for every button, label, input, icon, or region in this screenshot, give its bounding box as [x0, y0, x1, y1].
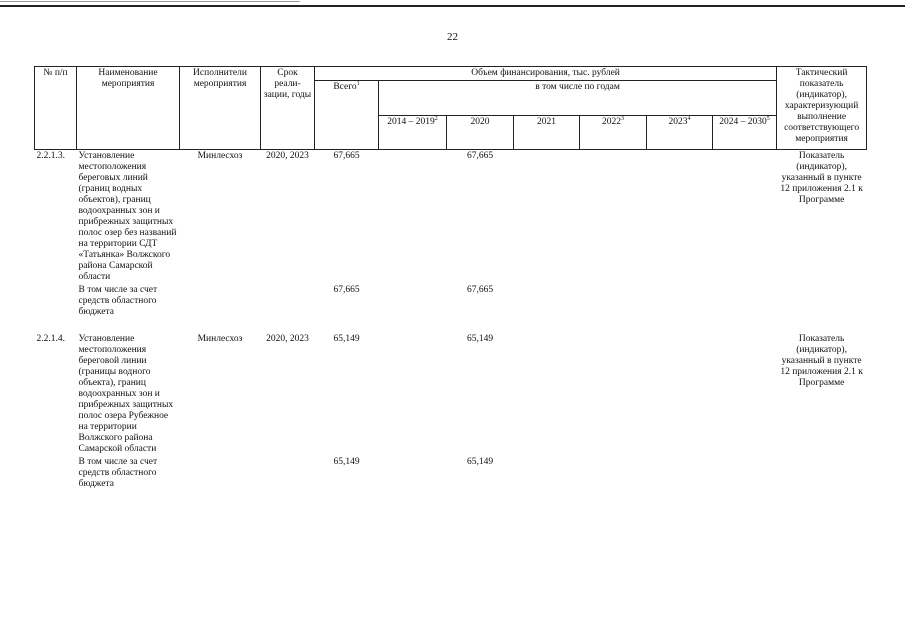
header-year-2014-2019-footnote: 2 — [434, 115, 438, 122]
header-year-2021: 2021 — [514, 115, 580, 150]
header-year-2022 — [580, 115, 647, 150]
header-exec: Исполнители мероприятия — [180, 67, 261, 150]
header-year-2014-2019 — [379, 115, 447, 150]
table-row — [35, 333, 867, 456]
header-year-2022-footnote: 3 — [621, 115, 624, 122]
header-indicator: Тактический показатель (индикатор), характеризующий выполнение соответствующего мероприятия — [777, 67, 867, 150]
header-year-2024-2030-footnote: 5 — [766, 115, 770, 122]
subrow-year-2020: 67,665 — [466, 285, 494, 295]
table-row — [35, 150, 867, 285]
header-year-2023 — [647, 115, 713, 150]
row-term: 2020, 2023 — [266, 151, 309, 161]
scan-edge-line — [0, 1, 300, 2]
header-total-footnote: 1 — [356, 80, 360, 87]
row-indicator: Показатель (индикатор), указанный в пункте 12 приложения 2.1 к Программе — [780, 334, 863, 388]
top-rule — [0, 5, 905, 7]
header-num: № п/п — [35, 67, 77, 150]
row-name: Установление местоположения береговых линий (границ водных объектов), границ водоохранных зон и прибрежных защитных полос озер без названий на территории СДТ «Татьянка» Волжского района Самарской области — [78, 151, 177, 282]
subrow-name: В том числе за счет средств областного бюджета — [78, 457, 158, 489]
header-year-2023-label: 2023 — [668, 116, 688, 127]
subrow-name: В том числе за счет средств областного бюджета — [78, 285, 158, 317]
header-year-2022-label: 2022 — [602, 116, 621, 127]
row-indicator: Показатель (индикатор), указанный в пункте 12 приложения 2.1 к Программе — [780, 151, 863, 205]
header-total-label: Всего — [333, 82, 357, 92]
program-table — [34, 66, 867, 491]
row-total: 65,149 — [333, 334, 360, 344]
row-term: 2020, 2023 — [266, 334, 309, 344]
row-exec: Минлесхоз — [197, 334, 243, 344]
table-subrow — [35, 456, 867, 491]
subrow-total: 67,665 — [333, 285, 360, 295]
header-funding: Объем финансирования, тыс. рублей — [315, 67, 777, 81]
header-year-2024-2030-label: 2024 – 2030 — [719, 116, 767, 127]
header-total — [315, 81, 379, 150]
row-year-2020: 67,665 — [466, 151, 494, 161]
row-exec: Минлесхоз — [197, 151, 243, 161]
page-number: 22 — [447, 31, 458, 43]
header-by-years: в том числе по годам — [379, 81, 777, 116]
table-subrow — [35, 284, 867, 319]
subrow-year-2020: 65,149 — [466, 457, 494, 467]
header-year-2014-2019-label: 2014 – 2019 — [387, 116, 435, 127]
header-year-2024-2030 — [713, 115, 777, 150]
subrow-total: 65,149 — [333, 457, 360, 467]
header-year-2023-footnote: 4 — [687, 115, 691, 122]
header-year-2020: 2020 — [447, 115, 514, 150]
header-term: Срок реали-зации, годы — [261, 67, 315, 150]
row-num: 2.2.1.3. — [36, 151, 65, 161]
row-num: 2.2.1.4. — [36, 334, 65, 344]
row-name: Установление местоположения береговой линии (границы водного объекта), границ водоохранных зон и прибрежных защитных полос озера Рубежное на территории Волжского района Самарской области — [78, 334, 174, 454]
row-total: 67,665 — [333, 151, 360, 161]
header-name: Наименование мероприятия — [77, 67, 180, 150]
row-year-2020: 65,149 — [466, 334, 494, 344]
